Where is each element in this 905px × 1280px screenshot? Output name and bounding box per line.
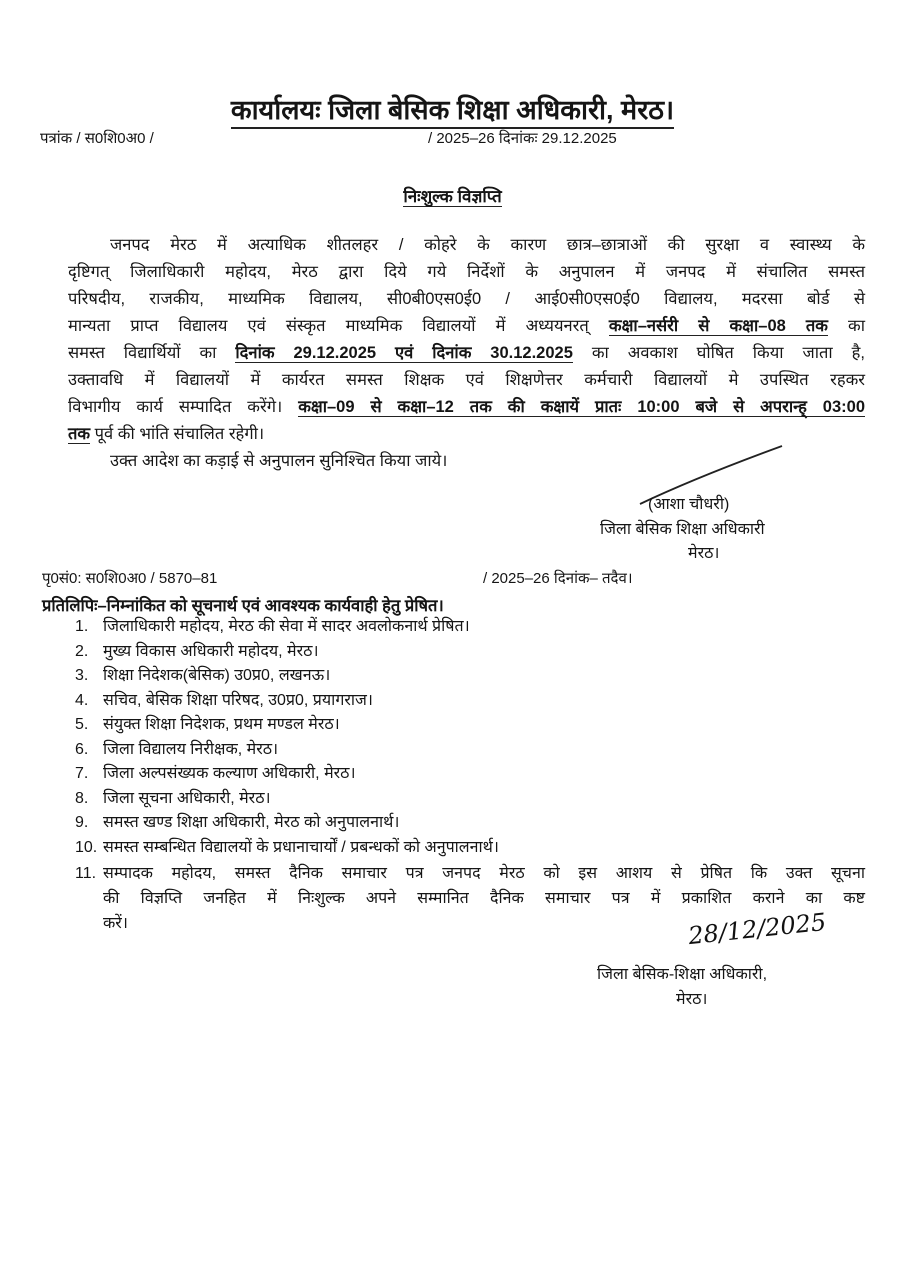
notice-title: निःशुल्क विज्ञप्ति <box>403 187 502 206</box>
signatory-designation: जिला बेसिक शिक्षा अधिकारी <box>600 521 765 538</box>
body-text: समस्त विद्यार्थियों का <box>68 344 236 362</box>
letter-number: पत्रांक / स0शि0अ0 / <box>40 130 154 147</box>
letter-date: / 2025–26 दिनांकः 29.12.2025 <box>428 130 617 147</box>
emphasis-text: तक <box>68 425 91 443</box>
copy-list-item <box>75 738 499 763</box>
item-text: समस्त खण्ड शिक्षा अधिकारी, मेरठ को अनुपालनार्थ। <box>103 814 400 831</box>
copy-list-item <box>75 615 499 640</box>
signatory-place: मेरठ। <box>688 545 720 562</box>
copy-list-item <box>75 664 499 689</box>
body-line <box>68 286 865 313</box>
body-line <box>68 232 865 259</box>
copy-list-item <box>75 762 499 787</box>
copy-heading: प्रतिलिपिः–निम्नांकित को सूचनार्थ एवं आवश्यक कार्यवाही हेतु प्रेषित। <box>42 597 444 615</box>
item-text: जिला विद्यालय निरीक्षक, मेरठ। <box>103 740 279 758</box>
item-text: सचिव, बेसिक शिक्षा परिषद, उ0प्र0, प्रयागराज। <box>103 691 373 709</box>
body-text: दृष्टिगत् जिलाधिकारी महोदय, मेरठ द्वारा दिये गये निर्देशों के अनुपालन में जनपद में संचालित समस्त <box>68 263 865 281</box>
item-line: की विज्ञप्ति जनहित में निःशुल्क अपने सम्मानित दैनिक समाचार पत्र में प्रकाशित कराने का कष्ट <box>103 890 865 907</box>
item-line: सम्पादक महोदय, समस्त दैनिक समाचार पत्र जनपद मेरठ को इस आशय से प्रेषित कि उक्त सूचना <box>103 865 865 882</box>
body-line <box>68 313 865 340</box>
item-number: 1. <box>75 618 89 635</box>
signatory2-place: मेरठ। <box>676 991 708 1008</box>
body-text: विभागीय कार्य सम्पादित करेंगे। <box>68 398 299 416</box>
item-text: जिलाधिकारी महोदय, मेरठ की सेवा में सादर अवलोकनार्थ प्रेषित। <box>103 618 470 635</box>
copy-list-item <box>75 640 499 665</box>
office-title: कार्यालयः जिला बेसिक शिक्षा अधिकारी, मेरठ। <box>0 90 905 127</box>
body-text: मान्यता प्राप्त विद्यालय एवं संस्कृत माध्यमिक विद्यालयों में अध्ययनरत् <box>68 317 609 335</box>
emphasis-text: कक्षा–09 से कक्षा–12 तक की कक्षायें प्रातः 10:00 बजे से अपरान्ह् 03:00 <box>298 398 865 416</box>
item-number: 6. <box>75 740 89 758</box>
body-text: का अवकाश घोषित किया जाता है, <box>572 344 865 362</box>
copy-list-item <box>75 787 499 812</box>
copy-list-item <box>75 713 499 738</box>
closing-line: उक्त आदेश का कड़ाई से अनुपालन सुनिश्चित किया जाये। <box>110 452 448 470</box>
handwritten-signature-date: 28/12/2025 <box>686 907 828 951</box>
emphasis-text: दिनांक 29.12.2025 एवं दिनांक 30.12.2025 <box>235 344 573 362</box>
item-text: समस्त सम्बन्धित विद्यालयों के प्रधानाचार्यों / प्रबन्धकों को अनुपालनार्थ। <box>103 838 499 856</box>
item-number: 4. <box>75 691 89 709</box>
item-number: 11. <box>75 865 97 882</box>
body-text: जनपद मेरठ में अत्याधिक शीतलहर / कोहरे के कारण छात्र–छात्राओं की सुरक्षा व स्वास्थ्य के <box>110 236 865 254</box>
item-text: संयुक्त शिक्षा निदेशक, प्रथम मण्डल मेरठ। <box>103 716 340 733</box>
copy-ref-date: / 2025–26 दिनांक– तदैव। <box>483 570 633 587</box>
body-line <box>68 367 865 394</box>
item-number: 3. <box>75 667 89 684</box>
item-number: 5. <box>75 716 89 733</box>
notice-body <box>68 232 865 475</box>
item-text: मुख्य विकास अधिकारी महोदय, मेरठ। <box>103 642 319 660</box>
body-line <box>68 259 865 286</box>
signatory2-designation: जिला बेसिक-शिक्षा अधिकारी, <box>597 966 768 983</box>
body-line <box>68 394 865 421</box>
signatory-name: (आशा चौधरी) <box>648 496 730 513</box>
item-number: 10. <box>75 838 98 856</box>
item-number: 2. <box>75 642 89 660</box>
item-number: 9. <box>75 814 89 831</box>
body-text: परिषदीय, राजकीय, माध्यमिक विद्यालय, सी0बी0एस0ई0 / आई0सी0एस0ई0 विद्यालय, मदरसा बोर्ड से <box>68 290 865 308</box>
item-number: 8. <box>75 789 89 807</box>
item-line: करें। <box>103 915 128 932</box>
item-text: जिला अल्पसंख्यक कल्याण अधिकारी, मेरठ। <box>103 765 356 782</box>
copy-list-item <box>75 836 499 861</box>
copy-ref-number: पृ0सं0: स0शि0अ0 / 5870–81 <box>42 570 218 587</box>
emphasis-text: कक्षा–नर्सरी से कक्षा–08 तक <box>608 317 828 335</box>
copy-list-item <box>75 811 499 836</box>
copy-list-item <box>75 689 499 714</box>
body-text: पूर्व की भांति संचालित रहेगी। <box>90 425 265 443</box>
body-line <box>68 340 865 367</box>
body-text: का <box>827 317 866 335</box>
body-text: उक्तावधि में विद्यालयों में कार्यरत समस्त शिक्षक एवं शिक्षणेत्तर कर्मचारी विद्यालयों मे उपस्थित रहकर <box>68 371 865 389</box>
item-text: शिक्षा निदेशक(बेसिक) उ0प्र0, लखनऊ। <box>103 667 331 684</box>
item-text: जिला सूचना अधिकारी, मेरठ। <box>103 789 271 807</box>
item-number: 7. <box>75 765 89 782</box>
copy-list <box>75 615 499 860</box>
